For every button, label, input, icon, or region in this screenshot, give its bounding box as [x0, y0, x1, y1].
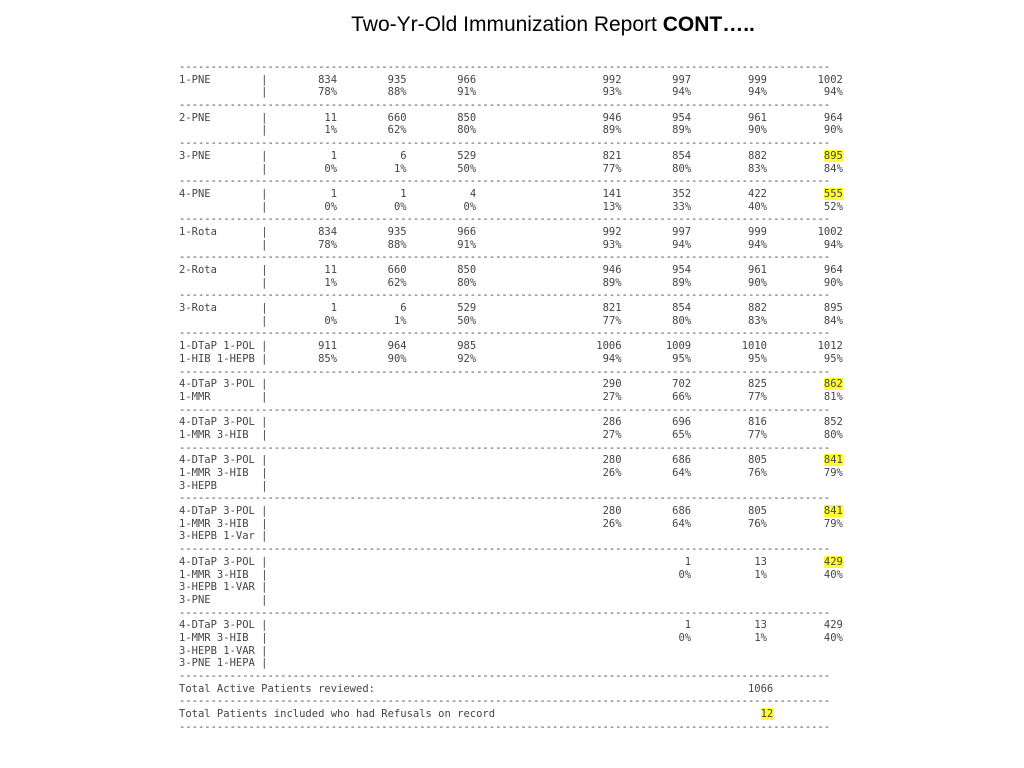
table-row: 1-MMR 3-HIB | 26% 64% 76% 79% — [179, 467, 843, 479]
percent-cell: 65% — [672, 428, 692, 441]
percent-cell: 0% — [324, 162, 338, 175]
percent-cell: 80% — [457, 124, 477, 137]
table-row: 3-HEPB | — [179, 479, 268, 492]
count-cell: 6 — [400, 149, 407, 162]
percent-cell: 94% — [823, 238, 843, 251]
count-cell: 966 — [457, 73, 477, 86]
count-cell: 429 — [823, 619, 843, 632]
percent-cell: 79% — [823, 467, 843, 479]
count-cell: 11 — [324, 111, 338, 124]
percent-cell: 0% — [463, 200, 477, 213]
count-cell: 1 — [330, 302, 338, 315]
percent-cell: 0% — [324, 314, 338, 327]
row-label: 1-MMR 3-HIB — [179, 517, 249, 530]
total-label: Total Patients included who had Refusals on record — [179, 708, 496, 721]
percent-cell: 83% — [748, 162, 768, 175]
count-cell: 1002 — [817, 225, 843, 238]
count-cell: 999 — [748, 73, 767, 86]
table-row: 4-DTaP 3-POL | 1 13 429 — [179, 619, 843, 632]
count-cell: 6 — [400, 302, 407, 315]
row-label: 1-Rota — [179, 225, 217, 238]
report-title-main: Two-Yr-Old Immunization Report — [351, 13, 663, 36]
count-cell: 992 — [602, 225, 622, 238]
percent-cell: 93% — [602, 238, 622, 251]
row-label: 4-DTaP 3-POL — [179, 454, 255, 467]
separator-line: ------------------------------------------------------------------------------------------------------- — [179, 695, 831, 708]
count-cell: 961 — [748, 264, 767, 276]
percent-cell: 88% — [387, 238, 407, 251]
percent-cell: 94% — [672, 238, 692, 251]
count-cell: 966 — [457, 225, 477, 238]
percent-cell: 90% — [748, 276, 767, 289]
table-row: 1-DTaP 1-POL | 911 964 985 1006 1009 1010 1012 — [179, 340, 843, 353]
table-row: 3-HEPB 1-VAR | — [179, 581, 268, 594]
percent-cell: 64% — [672, 467, 692, 479]
table-row: | 78% 88% 91% 93% 94% 94% 94% — [179, 86, 843, 99]
row-label: 4-PNE — [179, 187, 211, 200]
total-refusals-row — [179, 708, 861, 721]
count-cell: 964 — [823, 111, 843, 124]
count-cell: 422 — [748, 187, 767, 200]
row-label: 3-PNE — [179, 149, 211, 162]
table-row: 1-HIB 1-HEPB | 85% 90% 92% 94% 95% 95% 95% — [179, 352, 843, 365]
count-cell: 985 — [457, 340, 477, 353]
separator-line: ------------------------------------------------------------------------------------------------------- — [179, 441, 831, 454]
count-cell: 999 — [748, 225, 767, 238]
count-cell: 660 — [387, 111, 407, 124]
row-label: 1-MMR 3-HIB — [179, 568, 249, 581]
table-row: | 78% 88% 91% 93% 94% 94% 94% — [179, 238, 843, 251]
count-cell: 954 — [672, 264, 692, 276]
percent-cell: 0% — [678, 631, 692, 644]
count-cell: 805 — [748, 505, 767, 518]
percent-cell: 84% — [823, 162, 843, 175]
row-label: 1-HIB 1-HEPB — [179, 352, 255, 365]
percent-cell: 78% — [318, 86, 338, 99]
percent-cell: 92% — [457, 352, 477, 365]
row-label: 2-Rota — [179, 264, 217, 276]
percent-cell: 89% — [672, 276, 692, 289]
percent-cell: 94% — [748, 238, 767, 251]
percent-cell: 94% — [602, 352, 622, 365]
table-row: 4-PNE | 1 1 4 141 352 422 555 — [179, 187, 843, 200]
count-cell: 805 — [748, 454, 767, 467]
percent-cell: 13% — [602, 200, 622, 213]
percent-cell: 79% — [823, 517, 843, 530]
row-label: 1-MMR 3-HIB — [179, 467, 249, 479]
percent-cell: 77% — [748, 390, 767, 403]
percent-cell: 0% — [678, 568, 692, 581]
percent-cell: 95% — [748, 352, 767, 365]
highlighted-count-cell: 429 — [823, 555, 843, 568]
percent-cell: 76% — [748, 517, 767, 530]
count-cell: 992 — [602, 73, 622, 86]
count-cell: 696 — [672, 416, 692, 429]
percent-cell: 62% — [387, 276, 407, 289]
table-row: | 1% 62% 80% 89% 89% 90% 90% — [179, 276, 843, 289]
table-row: | 1% 62% 80% 89% 89% 90% 90% — [179, 124, 843, 137]
percent-cell: 40% — [823, 568, 843, 581]
percent-cell: 27% — [602, 390, 622, 403]
percent-cell: 50% — [457, 162, 477, 175]
percent-cell: 33% — [672, 200, 692, 213]
separator-line: ------------------------------------------------------------------------------------------------------- — [179, 606, 831, 619]
table-row: 3-HEPB 1-VAR | — [179, 644, 268, 657]
percent-cell: 84% — [823, 314, 843, 327]
row-label: 3-Rota — [179, 302, 217, 315]
percent-cell: 52% — [823, 200, 843, 213]
table-row: 1-MMR 3-HIB | 0% 1% 40% — [179, 631, 843, 644]
percent-cell: 81% — [823, 390, 843, 403]
count-cell: 13 — [754, 555, 767, 568]
percent-cell: 88% — [387, 86, 407, 99]
count-cell: 286 — [602, 416, 622, 429]
total-label: Total Active Patients reviewed: — [179, 682, 375, 695]
table-row: 3-PNE | 1 6 529 821 854 882 895 — [179, 149, 843, 162]
count-cell: 911 — [318, 340, 338, 353]
highlighted-count-cell: 841 — [823, 454, 843, 467]
table-row: | 0% 0% 0% 13% 33% 40% 52% — [179, 200, 843, 213]
row-label: 3-PNE 1-HEPA — [179, 657, 255, 670]
table-row: 1-MMR 3-HIB | 26% 64% 76% 79% — [179, 517, 843, 530]
row-label: 2-PNE — [179, 111, 211, 124]
percent-cell: 0% — [393, 200, 407, 213]
count-cell: 1 — [330, 187, 338, 200]
percent-cell: 1% — [754, 568, 767, 581]
count-cell: 964 — [387, 340, 407, 353]
count-cell: 850 — [457, 111, 477, 124]
count-cell: 954 — [672, 111, 692, 124]
row-label: 3-HEPB 1-Var — [179, 530, 255, 543]
count-cell: 946 — [602, 111, 622, 124]
percent-cell: 76% — [748, 467, 767, 479]
count-cell: 834 — [318, 73, 338, 86]
percent-cell: 83% — [748, 314, 768, 327]
count-cell: 882 — [748, 302, 767, 315]
separator-line: ------------------------------------------------------------------------------------------------------- — [179, 543, 831, 556]
count-cell: 686 — [672, 454, 692, 467]
count-cell: 1009 — [665, 340, 692, 353]
separator-line: ------------------------------------------------------------------------------------------------------- — [179, 99, 831, 112]
percent-cell: 78% — [318, 238, 338, 251]
row-label: 1-DTaP 1-POL — [179, 340, 255, 353]
percent-cell: 1% — [324, 124, 338, 137]
row-label: 1-MMR 3-HIB — [179, 428, 249, 441]
row-label: 3-HEPB — [179, 479, 217, 492]
percent-cell: 1% — [393, 162, 407, 175]
percent-cell: 80% — [672, 162, 692, 175]
count-cell: 1010 — [741, 340, 767, 353]
percent-cell: 40% — [823, 631, 843, 644]
table-row: 1-Rota | 834 935 966 992 997 999 1002 — [179, 225, 843, 238]
table-row: 4-DTaP 3-POL | 280 686 805 841 — [179, 505, 843, 518]
percent-cell: 90% — [387, 352, 407, 365]
count-cell: 1 — [684, 555, 692, 568]
table-row: 1-MMR | 27% 66% 77% 81% — [179, 390, 843, 403]
row-label: 4-DTaP 3-POL — [179, 378, 255, 391]
separator-line: ------------------------------------------------------------------------------------------------------- — [179, 670, 831, 682]
highlighted-count-cell: 862 — [823, 378, 843, 391]
count-cell: 852 — [823, 416, 843, 429]
row-label: 1-PNE — [179, 73, 211, 86]
percent-cell: 0% — [324, 200, 338, 213]
row-label: 3-HEPB 1-VAR — [179, 581, 255, 594]
count-cell: 935 — [387, 73, 407, 86]
total-value: 1066 — [747, 682, 774, 695]
row-label: 3-HEPB 1-VAR — [179, 644, 255, 657]
count-cell: 882 — [748, 149, 767, 162]
percent-cell: 90% — [748, 124, 767, 137]
row-label: 1-MMR 3-HIB — [179, 631, 249, 644]
count-cell: 702 — [672, 378, 692, 391]
table-row: 2-PNE | 11 660 850 946 954 961 964 — [179, 111, 843, 124]
count-cell: 1006 — [596, 340, 622, 353]
table-row: 1-MMR 3-HIB | 0% 1% 40% — [179, 568, 843, 581]
report-title — [0, 13, 1024, 37]
separator-line: ------------------------------------------------------------------------------------------------------- — [179, 61, 831, 73]
count-cell: 11 — [324, 264, 338, 276]
separator-line: ------------------------------------------------------------------------------------------------------- — [179, 289, 831, 302]
count-cell: 854 — [672, 302, 692, 315]
percent-cell: 91% — [457, 86, 477, 99]
percent-cell: 93% — [602, 86, 622, 99]
separator-line: ------------------------------------------------------------------------------------------------------- — [179, 403, 831, 416]
separator-line: ------------------------------------------------------------------------------------------------------- — [179, 137, 831, 150]
row-label: 4-DTaP 3-POL — [179, 555, 255, 568]
table-row: | 0% 1% 50% 77% 80% 83% 84% — [179, 162, 843, 175]
percent-cell: 94% — [672, 86, 692, 99]
table-row: 1-PNE | 834 935 966 992 997 999 1002 — [179, 73, 843, 86]
table-row: 4-DTaP 3-POL | 290 702 825 862 — [179, 378, 843, 391]
count-cell: 352 — [672, 187, 692, 200]
percent-cell: 1% — [754, 631, 767, 644]
percent-cell: 1% — [324, 276, 338, 289]
separator-line: ------------------------------------------------------------------------------------------------------- — [179, 251, 831, 264]
percent-cell: 26% — [602, 517, 622, 530]
separator-line: ------------------------------------------------------------------------------------------------------- — [179, 175, 831, 188]
percent-cell: 77% — [602, 162, 622, 175]
count-cell: 997 — [672, 73, 692, 86]
count-cell: 290 — [602, 378, 622, 391]
percent-cell: 27% — [602, 428, 622, 441]
count-cell: 280 — [602, 454, 622, 467]
percent-cell: 80% — [823, 428, 843, 441]
separator-line: ------------------------------------------------------------------------------------------------------- — [179, 327, 831, 340]
table-row: 4-DTaP 3-POL | 280 686 805 841 — [179, 454, 843, 467]
percent-cell: 94% — [748, 86, 767, 99]
percent-cell: 91% — [457, 238, 477, 251]
percent-cell: 80% — [672, 314, 692, 327]
percent-cell: 89% — [602, 124, 622, 137]
separator-line: ------------------------------------------------------------------------------------------------------- — [179, 492, 831, 505]
table-row: 3-Rota | 1 6 529 821 854 882 895 — [179, 302, 843, 315]
count-cell: 821 — [602, 149, 622, 162]
percent-cell: 50% — [457, 314, 477, 327]
count-cell: 821 — [602, 302, 622, 315]
percent-cell: 95% — [672, 352, 692, 365]
count-cell: 1002 — [817, 73, 843, 86]
percent-cell: 40% — [748, 200, 768, 213]
highlighted-count-cell: 841 — [823, 505, 843, 518]
total-active-row — [179, 683, 861, 696]
total-value: 12 — [760, 708, 774, 721]
count-cell: 935 — [387, 225, 407, 238]
count-cell: 946 — [602, 264, 622, 276]
count-cell: 660 — [387, 264, 407, 276]
table-row: 4-DTaP 3-POL | 1 13 429 — [179, 555, 843, 568]
count-cell: 895 — [823, 302, 843, 315]
highlighted-count-cell: 895 — [823, 149, 843, 162]
table-row: | 0% 1% 50% 77% 80% 83% 84% — [179, 314, 843, 327]
percent-cell: 66% — [672, 390, 692, 403]
report-title-cont: CONT….. — [662, 13, 755, 36]
table-row: 3-HEPB 1-Var | — [179, 530, 268, 543]
percent-cell: 85% — [318, 352, 338, 365]
count-cell: 529 — [457, 149, 477, 162]
table-row: 1-MMR 3-HIB | 27% 65% 77% 80% — [179, 428, 843, 441]
count-cell: 834 — [318, 225, 338, 238]
percent-cell: 62% — [387, 124, 407, 137]
table-row: 2-Rota | 11 660 850 946 954 961 964 — [179, 264, 843, 276]
count-cell: 997 — [672, 225, 692, 238]
row-label: 1-MMR — [179, 390, 211, 403]
table-row: 3-PNE | — [179, 593, 268, 606]
count-cell: 825 — [748, 378, 767, 391]
percent-cell: 89% — [602, 276, 622, 289]
row-label: 4-DTaP 3-POL — [179, 619, 255, 632]
percent-cell: 64% — [672, 517, 692, 530]
row-label: 4-DTaP 3-POL — [179, 416, 255, 429]
count-cell: 141 — [602, 187, 622, 200]
count-cell: 964 — [823, 264, 843, 276]
count-cell: 961 — [748, 111, 767, 124]
percent-cell: 89% — [672, 124, 692, 137]
percent-cell: 90% — [823, 276, 843, 289]
count-cell: 1 — [400, 187, 407, 200]
count-cell: 529 — [457, 302, 477, 315]
count-cell: 816 — [748, 416, 767, 429]
count-cell: 1 — [684, 619, 692, 632]
highlighted-count-cell: 555 — [823, 187, 843, 200]
percent-cell: 80% — [457, 276, 477, 289]
percent-cell: 1% — [393, 314, 407, 327]
separator-line: ------------------------------------------------------------------------------------------------------- — [179, 720, 831, 733]
count-cell: 1012 — [817, 340, 843, 353]
row-label: 4-DTaP 3-POL — [179, 505, 255, 518]
percent-cell: 95% — [823, 352, 843, 365]
percent-cell: 26% — [602, 467, 622, 479]
percent-cell: 90% — [823, 124, 843, 137]
table-row: 4-DTaP 3-POL | 286 696 816 852 — [179, 416, 843, 429]
percent-cell: 77% — [602, 314, 622, 327]
separator-line: ------------------------------------------------------------------------------------------------------- — [179, 365, 831, 378]
percent-cell: 94% — [823, 86, 843, 99]
count-cell: 13 — [754, 619, 767, 632]
count-cell: 686 — [672, 505, 692, 518]
separator-line: ------------------------------------------------------------------------------------------------------- — [179, 213, 831, 226]
count-cell: 1 — [330, 149, 338, 162]
table-row: 3-PNE 1-HEPA | — [179, 657, 268, 670]
count-cell: 854 — [672, 149, 692, 162]
row-label: 3-PNE — [179, 593, 211, 606]
immunization-report-table — [179, 61, 861, 733]
percent-cell: 77% — [748, 428, 767, 441]
count-cell: 280 — [602, 505, 622, 518]
count-cell: 4 — [469, 187, 477, 200]
count-cell: 850 — [457, 264, 477, 276]
